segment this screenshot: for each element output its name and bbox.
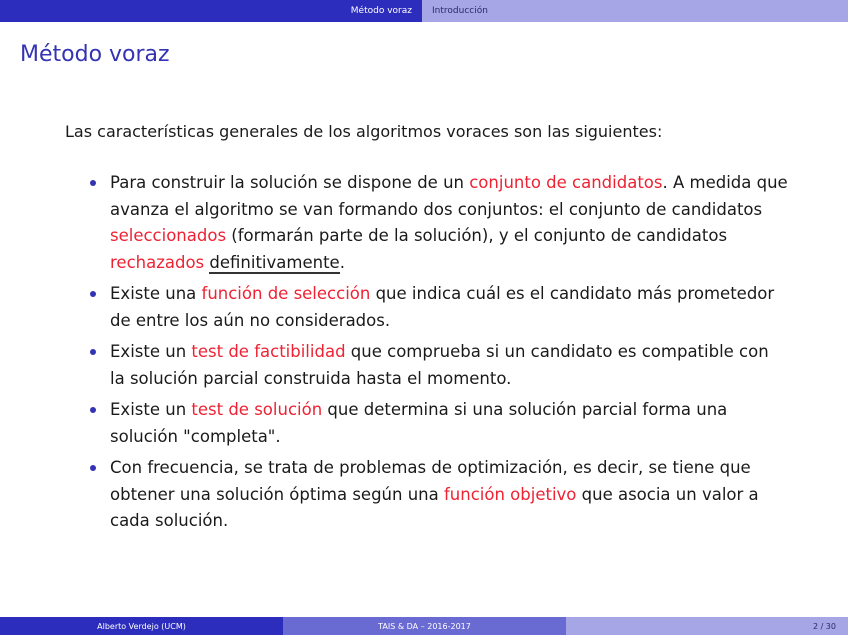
footer-author: Alberto Verdejo (UCM) (0, 617, 283, 635)
item-text: que determina si una solución parcial forma una solución "completa". (110, 400, 728, 446)
highlight-term: test de factibilidad (191, 342, 346, 361)
bullet-icon (90, 349, 96, 355)
highlight-term: seleccionados (110, 226, 227, 245)
frame-title: Método voraz (20, 42, 170, 67)
list-item (88, 170, 788, 276)
top-navigation-bar (0, 0, 848, 22)
intro-text: Las características generales de los algoritmos voraces son las siguientes: (65, 122, 663, 141)
nav-section-area (0, 0, 422, 22)
item-text: Con frecuencia, se trata de problemas de optimización, es decir, se tiene que obtener una solución óptima según una (110, 458, 751, 504)
item-text: Existe un (110, 400, 192, 419)
highlight-term: función objetivo (444, 484, 577, 504)
highlight-term: test de solución (191, 400, 323, 419)
item-text: que asocia un valor a cada solución. (110, 484, 759, 530)
item-text: Existe una (110, 284, 202, 303)
nav-section-link[interactable]: Método voraz (350, 6, 412, 16)
bullet-icon (90, 465, 96, 471)
underlined-term: definitivamente (209, 252, 340, 272)
nav-subsection-link[interactable]: Introducción (432, 6, 488, 16)
item-text: que comprueba si un candidato es compatible con la solución parcial construida hasta el momento. (110, 342, 769, 388)
list-item (88, 339, 788, 392)
item-text: Existe un (110, 342, 192, 361)
item-text: Para construir la solución se dispone de un (110, 173, 470, 192)
footer-page-number: 2 / 30 (566, 617, 848, 635)
list-item (88, 281, 788, 334)
highlight-term: función de selección (201, 284, 371, 303)
list-item (88, 397, 788, 450)
bullet-icon (90, 291, 96, 297)
item-text: que indica cuál es el candidato más prometedor de entre los aún no considerados. (110, 284, 775, 330)
item-text: (formarán parte de la solución), y el conjunto de candidatos (226, 226, 728, 245)
footer-bar (0, 617, 848, 635)
highlight-term: rechazados (110, 252, 205, 272)
characteristics-list (88, 170, 788, 540)
list-item (88, 455, 788, 535)
highlight-term: conjunto de candidatos (469, 173, 663, 192)
item-text: . (339, 252, 345, 272)
nav-subsection-area (422, 0, 848, 22)
footer-course: TAIS & DA – 2016-2017 (283, 617, 566, 635)
item-text: . A medida que avanza el algoritmo se van formando dos conjuntos: el conjunto de candidatos (110, 173, 788, 219)
bullet-icon (90, 180, 96, 186)
bullet-icon (90, 407, 96, 413)
